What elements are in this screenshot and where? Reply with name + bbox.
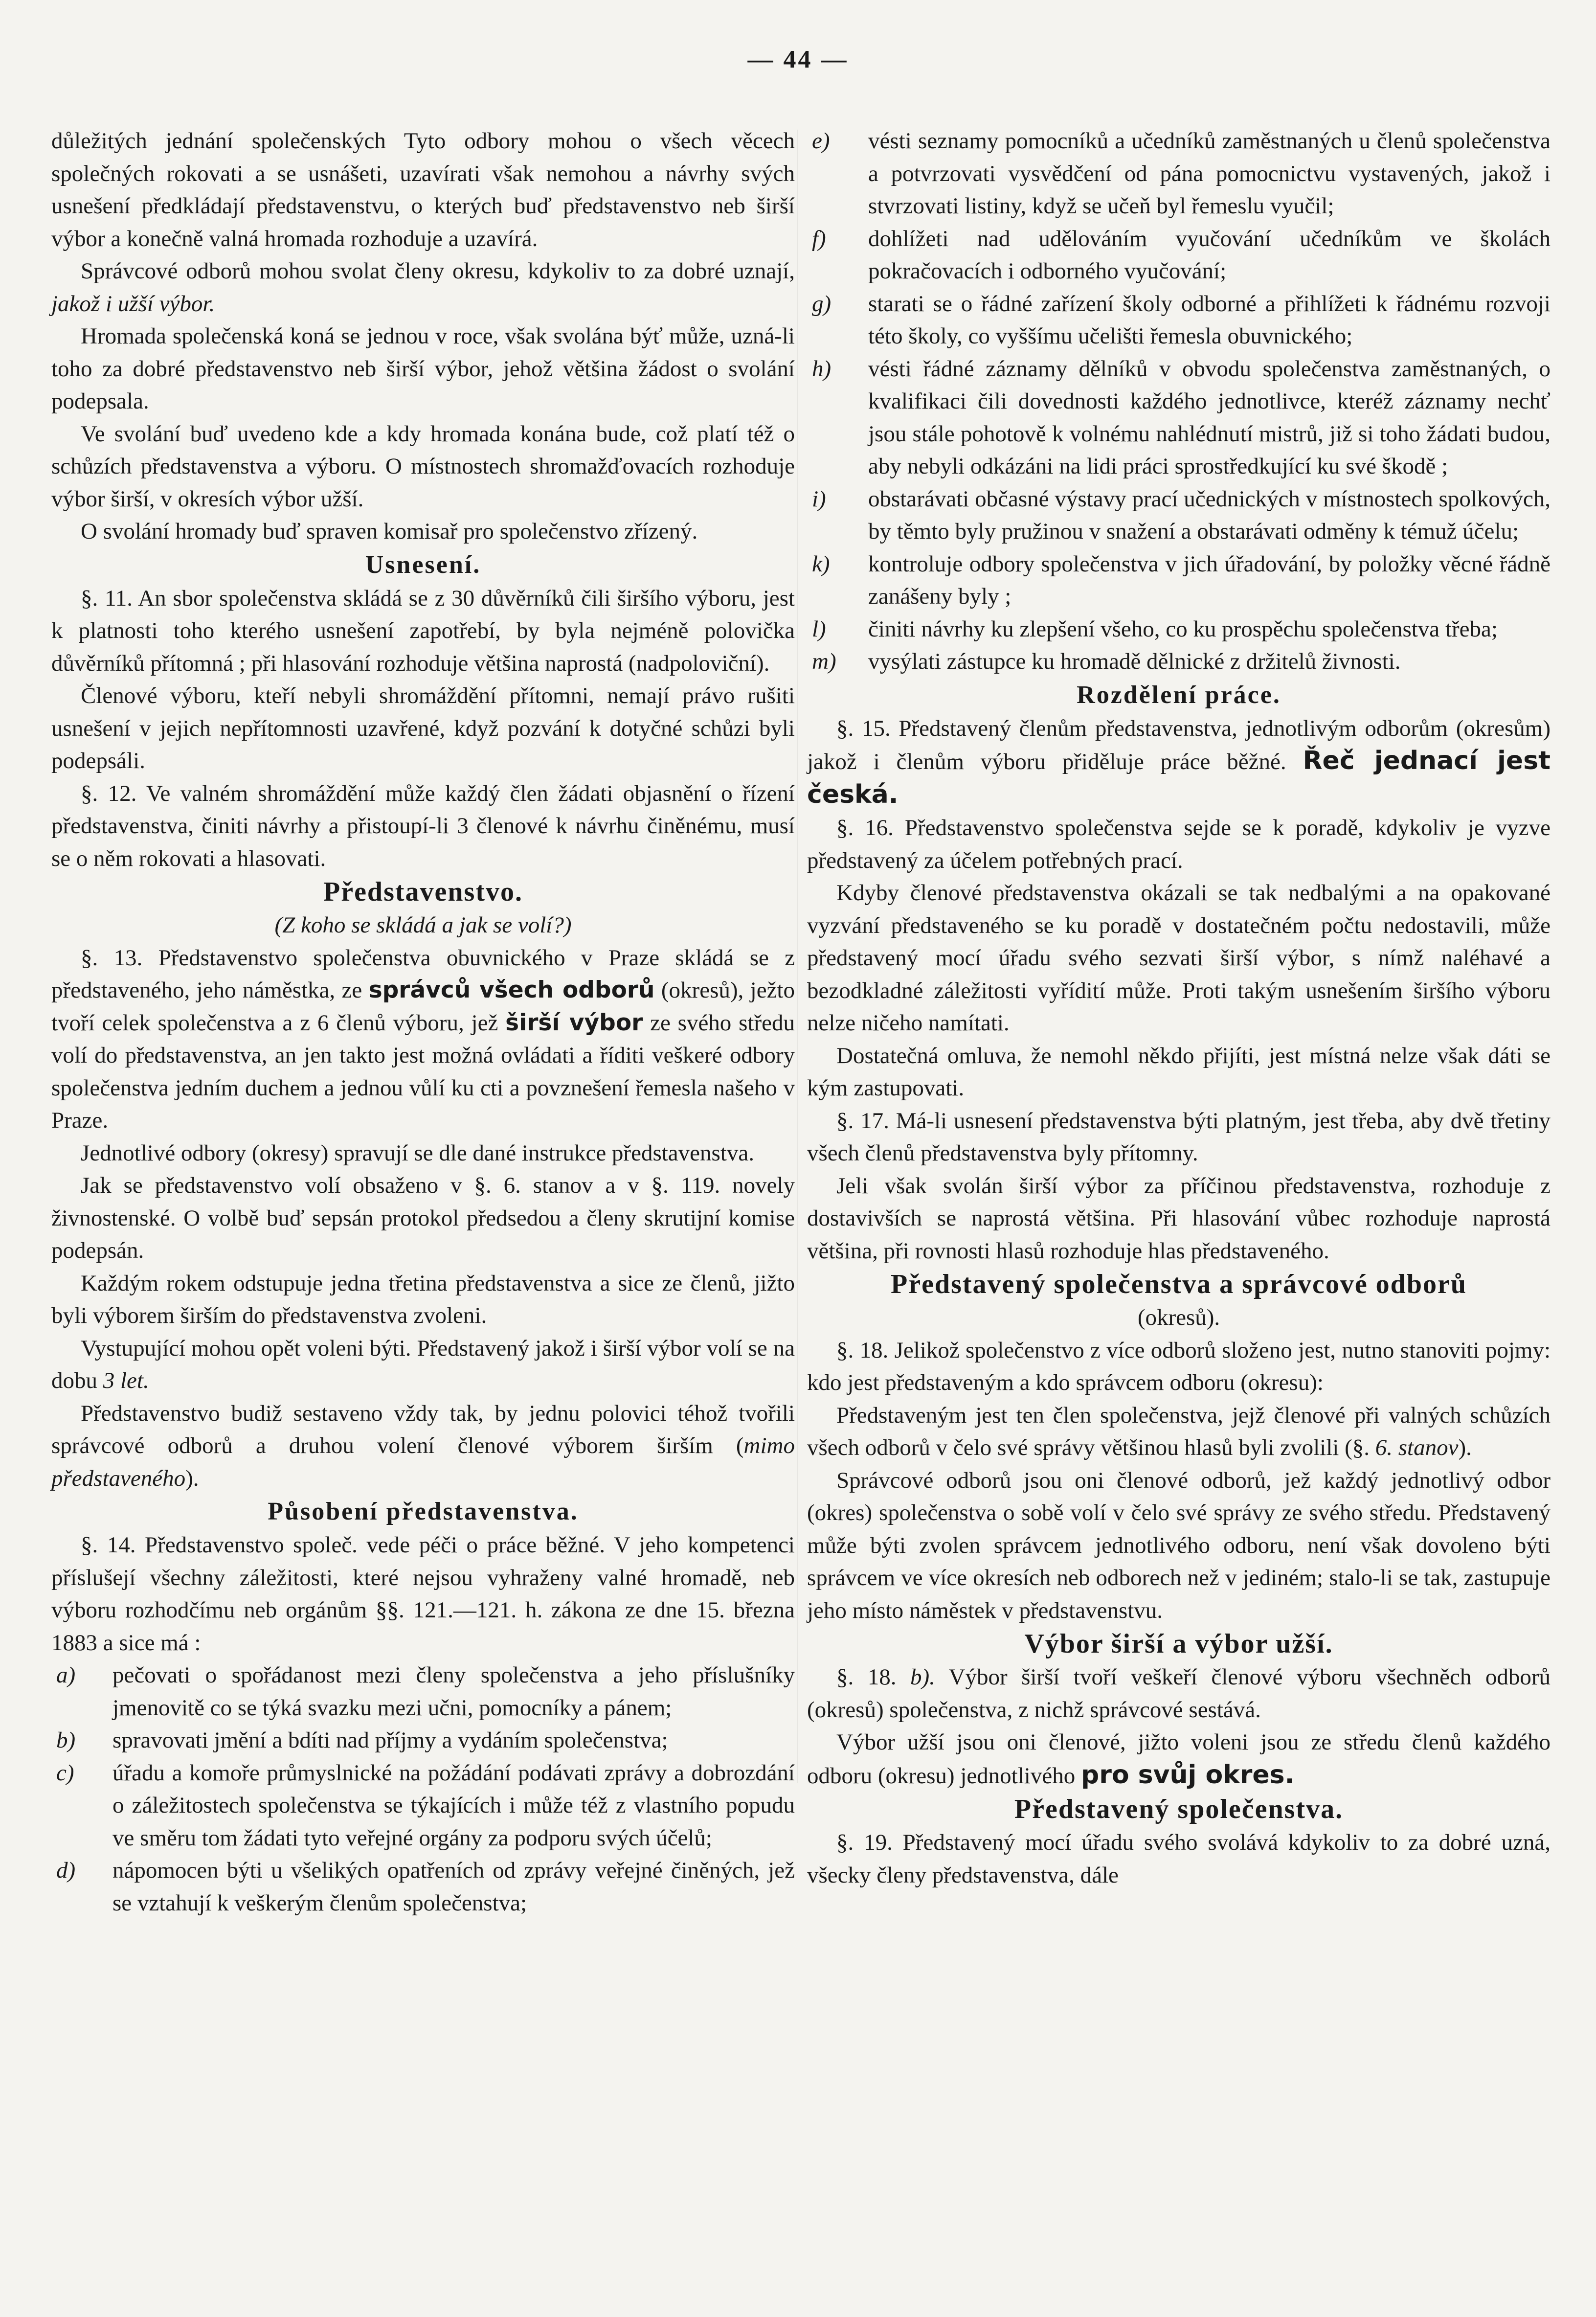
italic-text: b). bbox=[910, 1664, 935, 1690]
paragraph bbox=[51, 1397, 795, 1495]
list-item bbox=[807, 288, 1551, 353]
list-text: obstarávati občasné výstavy prací učednických v místnostech spolkových, by těmto byly pružinou v snažení a obstarávati odměny k témuž účelu; bbox=[868, 486, 1551, 544]
emphasis-text: Řeč jednací jest česká. bbox=[807, 746, 1551, 809]
list-item bbox=[807, 353, 1551, 483]
paragraph bbox=[807, 1726, 1551, 1792]
paragraph bbox=[807, 1399, 1551, 1464]
list-item bbox=[807, 223, 1551, 288]
paragraph: Hromada společenská koná se jednou v roce, však svolána býť může, uzná-li toho za dobré představenstvo neb širší výbor, jehož většina žádost o svolání podepsala. bbox=[51, 323, 795, 414]
list-label: i) bbox=[812, 486, 826, 512]
text-span: §. 15. Představený členům představenstva, jednotlivým odborům (okresům) jakož i členům výboru přiděluje práce běžné. bbox=[807, 715, 1551, 774]
list-label: g) bbox=[812, 291, 832, 317]
list-label: m) bbox=[812, 649, 836, 674]
paragraph: Správcové odborů jsou oni členové odborů, jež každý jednotlivý odbor (okres) společenstva o sobě volí v čelo své správy ze svého středu. Představený může býti zvolen správcem jednotlivého odboru, není však dovoleno býti správcem ve více okresích neb odborech než v jediném; stalo-li se tak, zastupuje jeho místo náměstek v představenstvu. bbox=[807, 1467, 1551, 1623]
list-label: f) bbox=[812, 226, 826, 251]
list-label: e) bbox=[812, 128, 830, 154]
list-text: dohlížeti nad udělováním vyučování učedníkům ve školách pokračovacích i odborného vyučování; bbox=[868, 226, 1551, 284]
paragraph: Členové výboru, kteří nebyli shromáždění přítomni, nemají právo rušiti usnešení v jejich nepřítomnosti uzavřené, když pozvání k dotyčné schůzi byli podepsáli. bbox=[51, 683, 795, 773]
emphasis-text: pro svůj okres. bbox=[1080, 1760, 1295, 1790]
paragraph: Jeli však svolán širší výbor za příčinou představenstva, rozhoduje z dostavivších se naprostá většina. Při hlasování vůbec rozhoduje naprostá většina, při rovnosti hlasů rozhoduje hlas představeného. bbox=[807, 1173, 1551, 1264]
list-label: k) bbox=[812, 551, 830, 577]
list-label: b) bbox=[56, 1727, 76, 1753]
list-item bbox=[807, 483, 1551, 548]
list-label: d) bbox=[56, 1858, 76, 1883]
list-label: l) bbox=[812, 616, 826, 642]
list-label: a) bbox=[56, 1662, 76, 1688]
italic-text: 6. stanov bbox=[1375, 1435, 1459, 1460]
paragraph-s18: §. 18. Jelikož společenstvo z více odborů složeno jest, nutno stanoviti pojmy: kdo jest představeným a kdo správcem odboru (okresu): bbox=[807, 1337, 1551, 1395]
right-column bbox=[807, 125, 1551, 1891]
list-text: vésti seznamy pomocníků a učedníků zaměstnaných u členů společenstva a potvrzovati vysvědčení od pána pomocnictvu vystavených, jakož i stvrzovati listiny, když se učeň byl řemeslu vyučil; bbox=[868, 128, 1551, 219]
list-text: pečovati o spořádanost mezi členy společenstva a jeho příslušníky jmenovitě co se týká svazku mezi učni, pomocníky a pánem; bbox=[112, 1662, 795, 1721]
paragraph: důležitých jednání společenských Tyto odbory mohou o všech věcech společných rokovati a se usnášeti, uzavírati však nemohou a návrhy svých usnešení předkládají představenstvu, o kterých buď představenstvo neb širší výbor a konečně valná hromada rozhoduje a uzavírá. bbox=[51, 128, 795, 251]
list-item bbox=[51, 1724, 795, 1757]
italic-text: 3 let. bbox=[103, 1368, 149, 1393]
section-heading-pusobeni: Působení představenstva. bbox=[268, 1498, 579, 1525]
left-column bbox=[51, 125, 795, 1919]
text-span: §. 13. Představenstvo společenstva obuvnického v Praze skládá se z představeného, jeho náměstka, ze bbox=[51, 945, 795, 1003]
paragraph-s15 bbox=[807, 712, 1551, 812]
text-span: ). bbox=[1458, 1435, 1472, 1460]
emphasis-text: správců všech odborů bbox=[368, 977, 655, 1003]
text-span: §. 18. bbox=[836, 1664, 910, 1690]
list-label: h) bbox=[812, 356, 832, 382]
paragraph-s18b bbox=[807, 1661, 1551, 1726]
list-text: spravovati jmění a bdíti nad příjmy a vydáním společenstva; bbox=[112, 1727, 668, 1753]
list-label: c) bbox=[56, 1760, 74, 1786]
text-span: ). bbox=[185, 1465, 199, 1491]
list-text: úřadu a komoře průmyslnické na požádání podávati zprávy a dobrozdání o záležitostech společenstva se týkajících i může též z vlastního popudu ve směru tom žádati tyto veřejné orgány za podporu svých účelů; bbox=[112, 1760, 795, 1851]
list-text: starati se o řádné zařízení školy odborné a přihlížeti k řádnému rozvoji této školy, co vyššímu učelišti řemesla obuvnického; bbox=[868, 291, 1551, 349]
paragraph: Kdyby členové představenstva okázali se tak nedbalými a na opakované vyzvání představeného se ku poradě v dostatečném počtu nedostavili, může představený mocí úřadu svého sezvati širší výbor, s nímž naléhavé a bezodkladné záležitosti vyřídití může. Proti takým usnešením širšího výboru nelze ničeho namítati. bbox=[807, 880, 1551, 1036]
paragraph: Každým rokem odstupuje jedna třetina představenstva a sice ze členů, jižto byli výborem širším do představenstva zvoleni. bbox=[51, 1270, 795, 1328]
section-subheading: (Z koho se skládá a jak se volí?) bbox=[274, 912, 572, 938]
column-divider bbox=[797, 130, 798, 1783]
list-text: vysýlati zástupce ku hromadě dělnické z držitelů živnosti. bbox=[868, 649, 1401, 674]
page-number: — 44 — bbox=[747, 45, 849, 73]
paragraph-s17: §. 17. Má-li usnesení představenstva býti platným, jest třeba, aby dvě třetiny všech členů představenstva byly přítomny. bbox=[807, 1108, 1551, 1166]
section-heading-usneseni: Usnesení. bbox=[365, 550, 481, 579]
list-item bbox=[51, 1659, 795, 1724]
list-item bbox=[807, 548, 1551, 613]
list-text: kontroluje odbory společenstva v jich úřadování, by položky věcné řádně zanášeny byly ; bbox=[868, 551, 1551, 609]
text-span: Představeným jest ten člen společenstva, jejž členové při valných schůzích všech odborů v čelo své správy většinou hlasů byli zvolili (§. bbox=[807, 1402, 1551, 1460]
text-span: Správcové odborů mohou svolat členy okresu, kdykoliv to za dobré uznají, bbox=[81, 258, 795, 284]
list-item bbox=[807, 613, 1551, 646]
list-text: činiti návrhy ku zlepšení všeho, co ku prospěchu společenstva třeba; bbox=[868, 616, 1498, 642]
section-heading-spravcove: Představený společenstva a správcové odborů bbox=[891, 1269, 1467, 1299]
paragraph: Jednotlivé odbory (okresy) spravují se dle dané instrukce představenstva. bbox=[81, 1140, 754, 1166]
text-span: Představenstvo budiž sestaveno vždy tak, by jednu polovici téhož tvořili správcové odborů a druhou volení členové výborem širším ( bbox=[51, 1400, 795, 1458]
list-item bbox=[807, 645, 1551, 678]
italic-text: mimo představeného bbox=[51, 1433, 795, 1491]
section-heading-predstavenstvo: Představenstvo. bbox=[323, 877, 523, 907]
text-span: ze svého středu volí do představenstva, an jen takto jest možná ovládati a říditi veškeré odbory společenstva jedním duchem a jednou vůlí ku cti a povznešení řemesla našeho v Praze. bbox=[51, 1010, 795, 1133]
paragraph: Ve svolání buď uvedeno kde a kdy hromada konána bude, což platí též o schůzích představenstva a výboru. O místnostech shromažďovacích rozhoduje výbor širší, v okresích výbor užší. bbox=[51, 421, 795, 512]
section-heading-predstaveny: Představený společenstva. bbox=[1014, 1794, 1344, 1824]
section-heading-vybor: Výbor širší a výbor užší. bbox=[1024, 1629, 1333, 1659]
emphasis-text: širší výbor bbox=[505, 1009, 643, 1036]
list-item bbox=[807, 125, 1551, 223]
text-span: Výbor užší jsou oni členové, jižto voleni jsou ze středu členů každého odboru (okresu) jednotlivého bbox=[807, 1729, 1551, 1789]
paragraph-s13 bbox=[51, 942, 795, 1137]
list-text: vésti řádné záznamy dělníků v obvodu společenstva zaměstnaných, o kvalifikaci čili dovednosti každého jednotlivce, kteréž záznamy nechť jsou stále pohotově k volnému nahlédnutí mistrů, již si toho žádati budou, aby nebyli odkázáni na lidi práci sprostředkující ku své škodě ; bbox=[868, 356, 1551, 479]
paragraph-s16: §. 16. Představenstvo společenstva sejde se k poradě, kdykoliv je vyzve představený za účelem potřebných prací. bbox=[807, 815, 1551, 873]
text-span: Vystupující mohou opět voleni býti. Představený jakož i širší výbor volí se na dobu bbox=[51, 1335, 795, 1393]
paragraph bbox=[51, 255, 795, 320]
list-text: nápomocen býti u všelikých opatřeních od zprávy veřejné činěných, jež se vztahují k veškerým členům společenstva; bbox=[112, 1858, 795, 1916]
italic-text: jakož i užší výbor. bbox=[51, 291, 215, 317]
section-heading-rozdeleni: Rozdělení práce. bbox=[1077, 681, 1281, 709]
list-item bbox=[51, 1854, 795, 1919]
paragraph: O svolání hromady buď spraven komisař pro společenstvo zřízený. bbox=[81, 519, 698, 544]
paragraph-s12: §. 12. Ve valném shromáždění může každý člen žádati objasnění o řízení představenstva, činiti návrhy a přistoupí-li 3 členové k návrhu činěnému, musí se o něm rokovati a hlasovati. bbox=[51, 780, 795, 871]
section-subheading: (okresů). bbox=[1137, 1305, 1220, 1330]
text-span: Výbor širší tvoří veškeří členové výboru všechněch odborů (okresů) společenstva, z nichž správcové sestává. bbox=[807, 1664, 1551, 1723]
paragraph-s19: §. 19. Představený mocí úřadu svého svolává kdykoliv to za dobré uzná, všecky členy představenstva, dále bbox=[807, 1830, 1551, 1888]
paragraph bbox=[51, 1332, 795, 1397]
paragraph-s11: §. 11. An sbor společenstva skládá se z 30 důvěrníků čili širšího výboru, jest k platnosti toho kterého usnešení zapotřebí, by byla nejméně polovička důvěrníků přítomná ; při hlasování rozhoduje většina naprostá (nadpoloviční). bbox=[51, 585, 795, 676]
paragraph: Jak se představenstvo volí obsaženo v §. 6. stanov a v §. 119. novely živnostenské. O volbě buď sepsán protokol předsedou a členy skrutijní komise podepsán. bbox=[51, 1173, 795, 1263]
paragraph-s14: §. 14. Představenstvo společ. vede péči o práce běžné. V jeho kompetenci příslušejí všechny záležitosti, které nejsou vyhraženy valné hromadě, neb výboru rozhodčímu neb orgánům §§. 121.—121. h. zákona ze dne 15. března 1883 a sice má : bbox=[51, 1532, 795, 1656]
paragraph: Dostatečná omluva, že nemohl někdo přijíti, jest místná nelze však dáti se kým zastupovati. bbox=[807, 1043, 1551, 1101]
text-span: (okresů), ježto tvoří celek společenstva a z 6 členů výboru, jež bbox=[51, 977, 795, 1036]
list-item bbox=[51, 1757, 795, 1855]
